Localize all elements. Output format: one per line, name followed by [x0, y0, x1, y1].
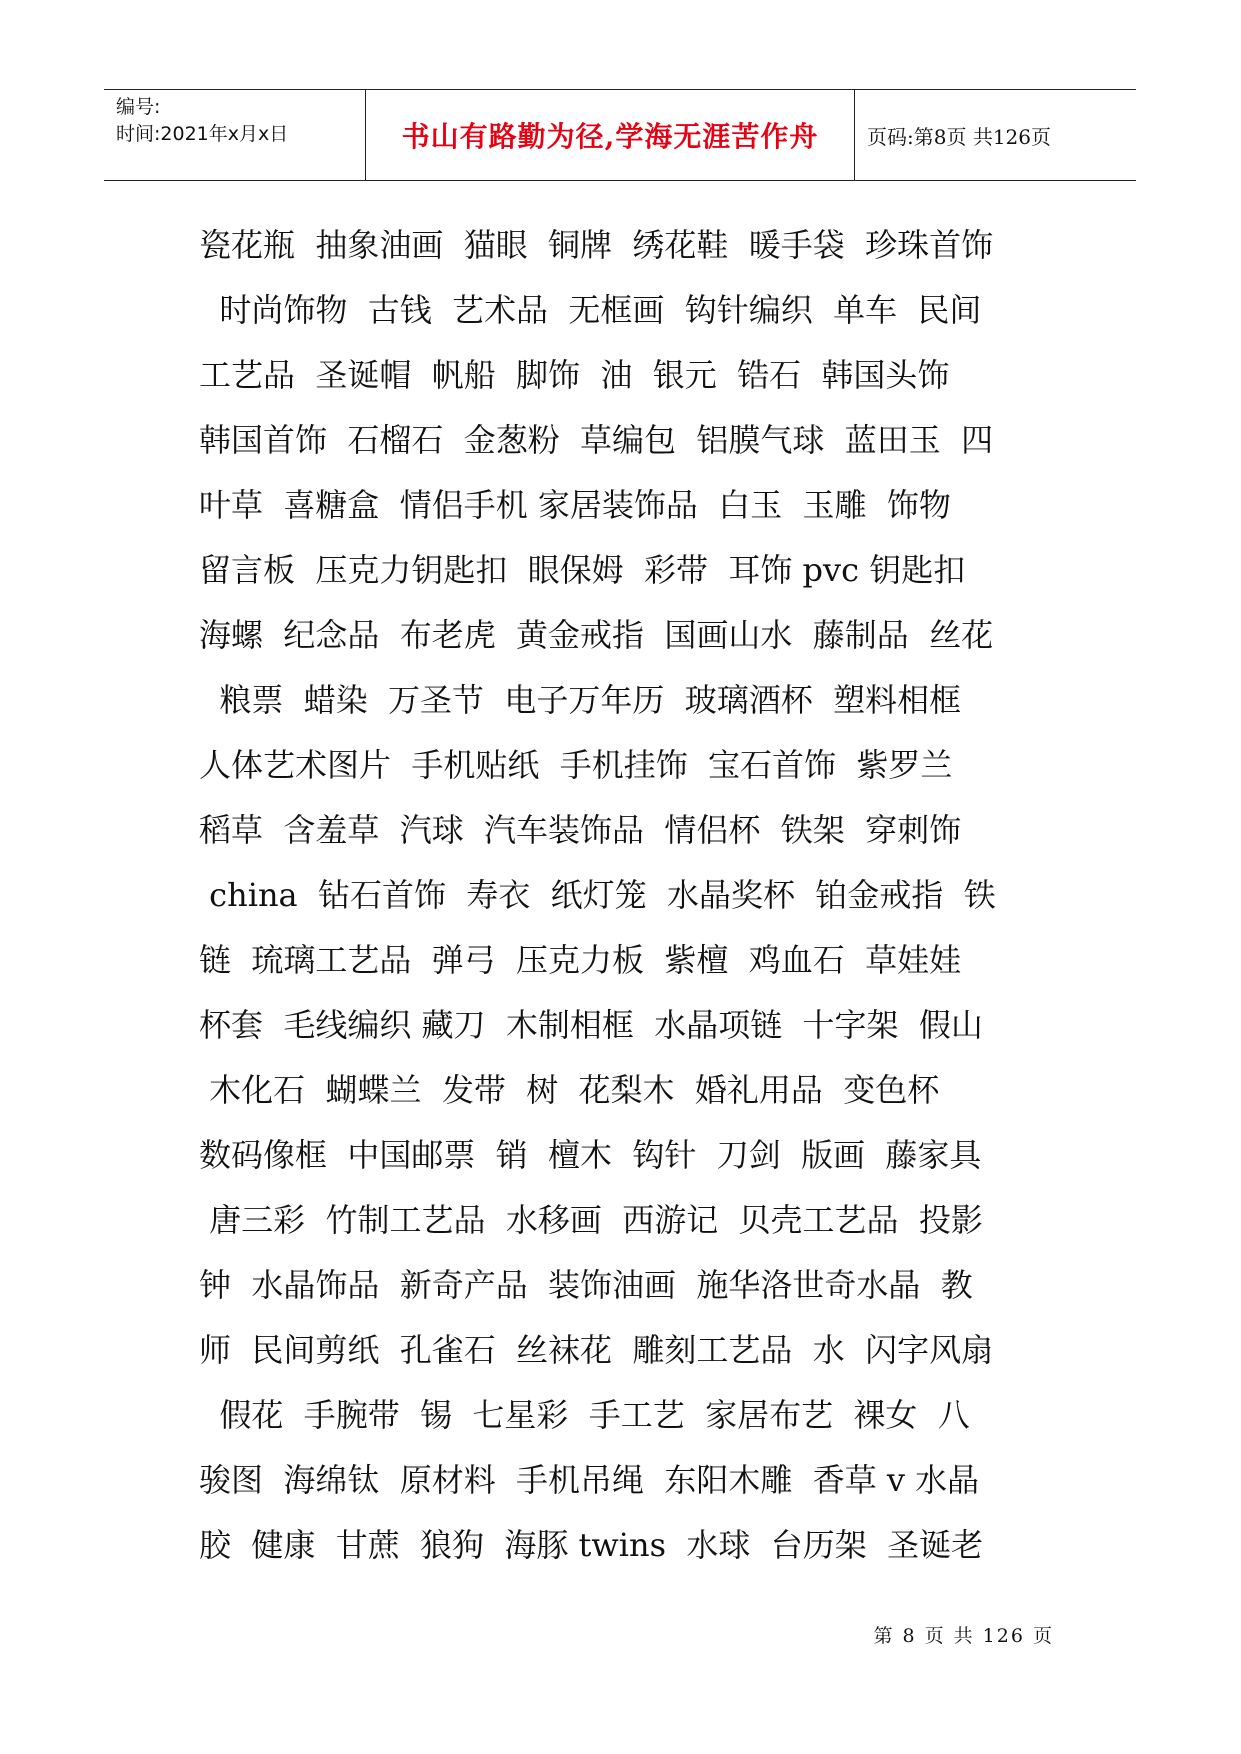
body-line: 假花 手腕带 锡 七星彩 手工艺 家居布艺 裸女 八 [199, 1396, 970, 1434]
body-line: 叶草 喜糖盒 情侣手机 家居装饰品 白玉 玉雕 饰物 [199, 486, 951, 524]
header-page-info: 页码:第8页 共126页 [867, 124, 1051, 149]
body-line: 时尚饰物 古钱 艺术品 无框画 钩针编织 单车 民间 [199, 291, 982, 329]
document-number-label: 编号: [116, 96, 161, 118]
body-line: 留言板 压克力钥匙扣 眼保姆 彩带 耳饰 pvc 钥匙扣 [199, 551, 966, 589]
document-body [199, 213, 1054, 1578]
body-line: 师 民间剪纸 孔雀石 丝袜花 雕刻工艺品 水 闪字风扇 [199, 1331, 994, 1369]
body-line: 粮票 蜡染 万圣节 电子万年历 玻璃酒杯 塑料相框 [199, 681, 962, 719]
body-line: 木化石 蝴蝶兰 发带 树 花梨木 婚礼用品 变色杯 [199, 1071, 940, 1109]
document-time-label: 时间:2021年x月x日 [116, 123, 289, 145]
body-line: 骏图 海绵钛 原材料 手机吊绳 东阳木雕 香草 v 水晶 [199, 1461, 980, 1499]
body-line: 瓷花瓶 抽象油画 猫眼 铜牌 绣花鞋 暖手袋 珍珠首饰 [199, 226, 994, 264]
header-motto: 书山有路勤为径,学海无涯苦作舟 [366, 90, 855, 180]
body-line: 链 琉璃工艺品 弹弓 压克力板 紫檀 鸡血石 草娃娃 [199, 941, 962, 979]
body-line: 唐三彩 竹制工艺品 水移画 西游记 贝壳工艺品 投影 [199, 1201, 983, 1239]
body-line: 海螺 纪念品 布老虎 黄金戒指 国画山水 藤制品 丝花 [199, 616, 994, 654]
body-line: china 钻石首饰 寿衣 纸灯笼 水晶奖杯 铂金戒指 铁 [199, 876, 996, 914]
body-line: 稻草 含羞草 汽球 汽车装饰品 情侣杯 铁架 穿刺饰 [199, 811, 962, 849]
body-line: 人体艺术图片 手机贴纸 手机挂饰 宝石首饰 紫罗兰 [199, 746, 953, 784]
page-footer: 第 8 页 共 126 页 [873, 1625, 1054, 1647]
header-meta [104, 90, 366, 180]
body-line: 杯套 毛线编织 藏刀 木制相框 水晶项链 十字架 假山 [199, 1006, 983, 1044]
body-line: 工艺品 圣诞帽 帆船 脚饰 油 银元 锆石 韩国头饰 [199, 356, 950, 394]
body-line: 数码像框 中国邮票 销 檀木 钩针 刀剑 版画 藤家具 [199, 1136, 982, 1174]
page-header [104, 89, 1136, 181]
body-line: 钟 水晶饰品 新奇产品 装饰油画 施华洛世奇水晶 教 [199, 1266, 973, 1304]
body-line: 胶 健康 甘蔗 狼狗 海豚 twins 水球 台历架 圣诞老 [199, 1526, 984, 1564]
body-line: 韩国首饰 石榴石 金葱粉 草编包 铝膜气球 蓝田玉 四 [199, 421, 994, 459]
